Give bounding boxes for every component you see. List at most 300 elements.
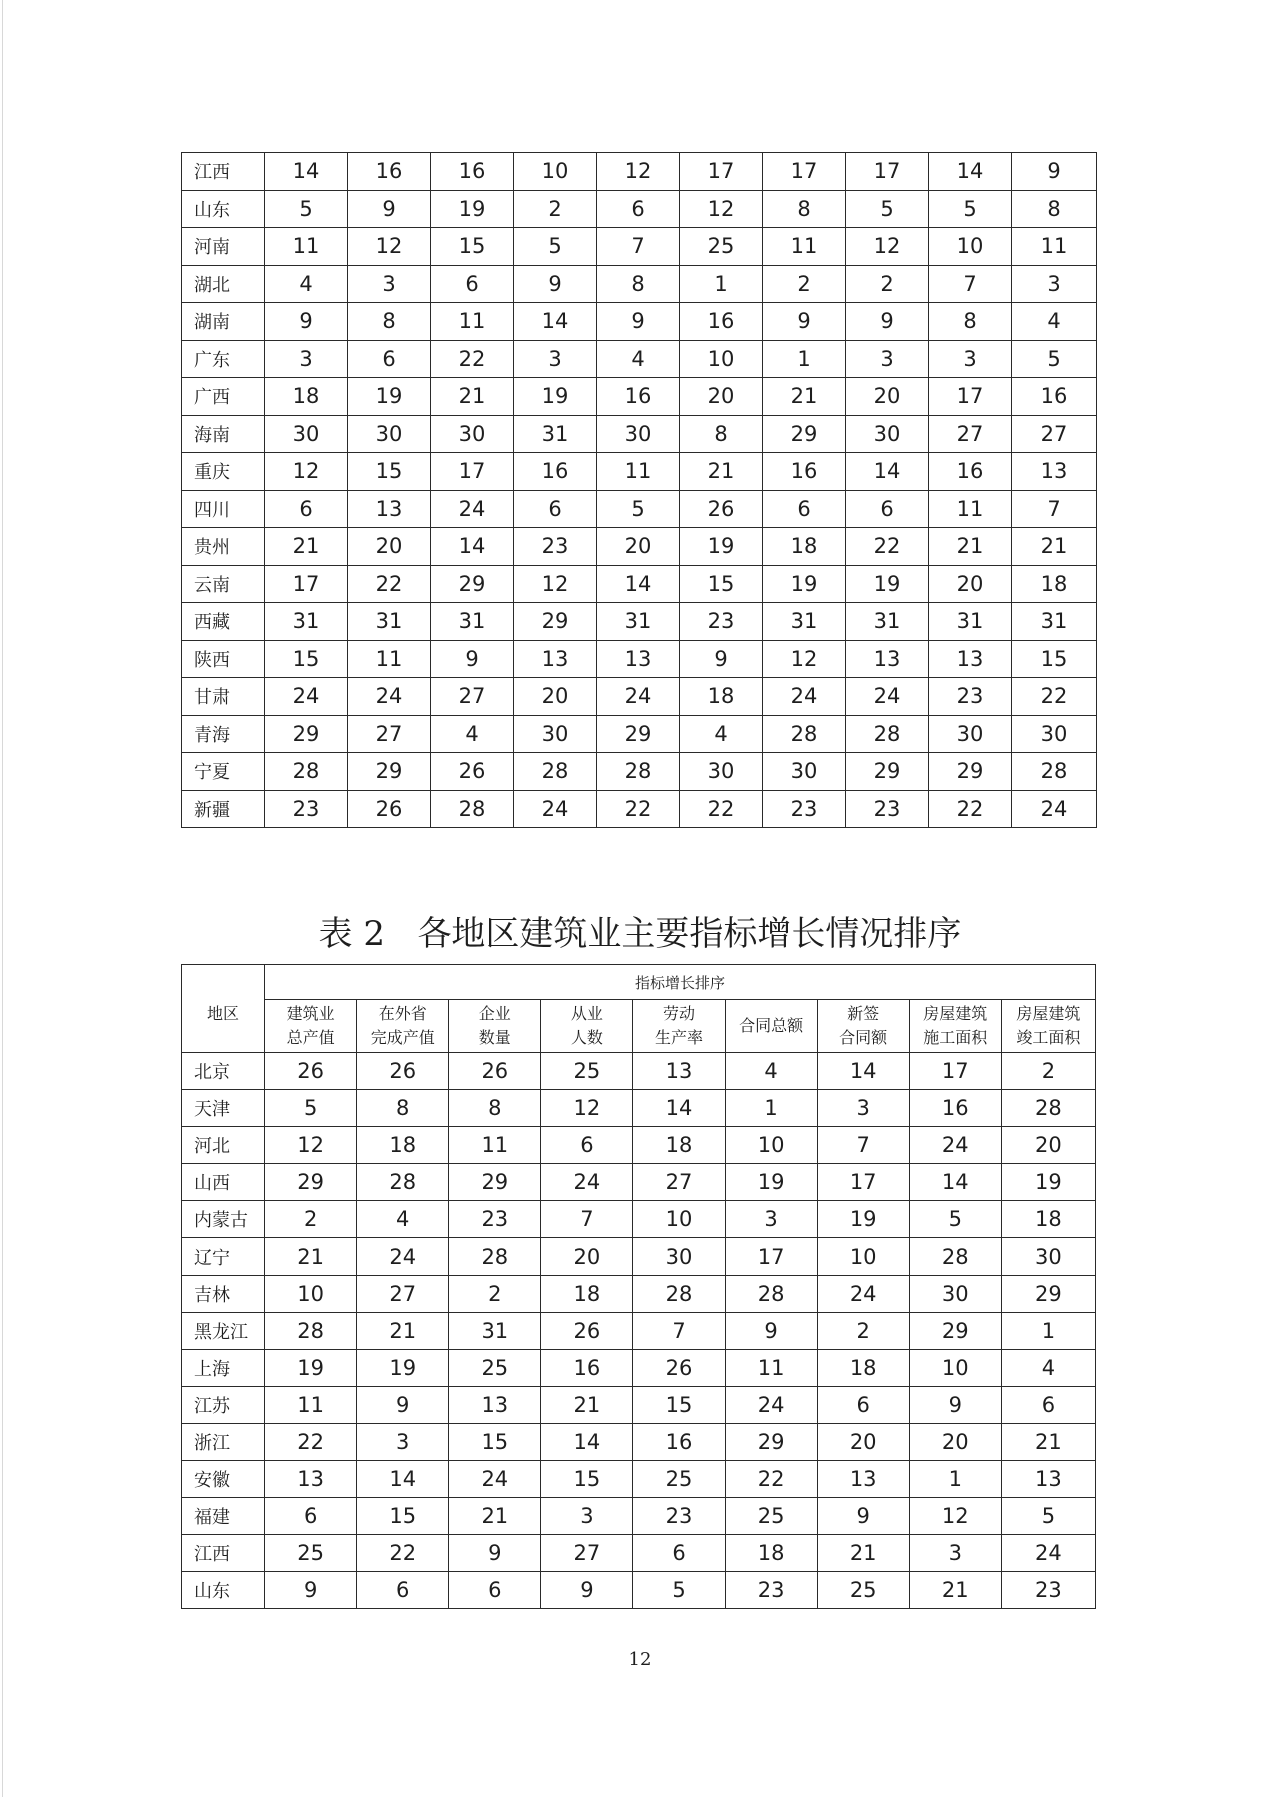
rank-cell: 31 [929, 603, 1012, 641]
rank-cell: 23 [633, 1498, 725, 1535]
rank-cell: 8 [929, 303, 1012, 341]
rank-cell: 10 [817, 1238, 909, 1275]
rank-cell: 22 [846, 528, 929, 566]
rank-cell: 24 [597, 678, 680, 716]
rank-cell: 16 [597, 378, 680, 416]
rank-cell: 21 [929, 528, 1012, 566]
rank-cell: 4 [725, 1053, 817, 1090]
rank-cell: 24 [763, 678, 846, 716]
rank-cell: 17 [846, 153, 929, 191]
rank-cell: 30 [929, 715, 1012, 753]
rank-cell: 23 [680, 603, 763, 641]
rank-cell: 28 [725, 1275, 817, 1312]
rank-cell: 6 [597, 190, 680, 228]
rank-cell: 14 [846, 453, 929, 491]
rank-cell: 8 [763, 190, 846, 228]
indicator-column-header-line: 企业 [478, 1004, 511, 1023]
indicator-column-header-line: 劳动 [662, 1004, 695, 1023]
rank-cell: 12 [514, 565, 597, 603]
region-cell: 湖南 [182, 303, 265, 341]
rank-cell: 9 [1012, 153, 1097, 191]
rank-cell: 21 [817, 1535, 909, 1572]
rank-cell: 1 [680, 265, 763, 303]
rank-cell: 17 [909, 1053, 1001, 1090]
rank-cell: 8 [680, 415, 763, 453]
rank-cell: 12 [265, 1127, 357, 1164]
rank-cell: 14 [633, 1090, 725, 1127]
region-cell: 上海 [182, 1349, 265, 1386]
rank-cell: 4 [680, 715, 763, 753]
rank-cell: 14 [514, 303, 597, 341]
indicator-column-header [265, 1000, 357, 1053]
rank-cell: 24 [817, 1275, 909, 1312]
rank-cell: 16 [514, 453, 597, 491]
rank-cell: 29 [909, 1312, 1001, 1349]
rank-cell: 28 [597, 753, 680, 791]
rank-cell: 21 [449, 1498, 541, 1535]
rank-cell: 24 [514, 790, 597, 828]
region-cell: 吉林 [182, 1275, 265, 1312]
rank-cell: 3 [725, 1201, 817, 1238]
rank-cell: 5 [265, 1090, 357, 1127]
rank-cell: 28 [265, 753, 348, 791]
rank-cell: 4 [1001, 1349, 1095, 1386]
rank-cell: 8 [1012, 190, 1097, 228]
rank-cell: 22 [680, 790, 763, 828]
region-cell: 广东 [182, 340, 265, 378]
rank-cell: 29 [348, 753, 431, 791]
indicator-column-header-line: 从业 [570, 1004, 603, 1023]
rank-cell: 6 [846, 490, 929, 528]
rank-cell: 23 [265, 790, 348, 828]
rank-cell: 30 [597, 415, 680, 453]
indicator-column-header-line: 新签 [847, 1004, 880, 1023]
rank-cell: 23 [763, 790, 846, 828]
rank-cell: 16 [763, 453, 846, 491]
rank-cell: 19 [265, 1349, 357, 1386]
rank-cell: 1 [909, 1461, 1001, 1498]
rank-cell: 29 [725, 1423, 817, 1460]
rank-cell: 18 [817, 1349, 909, 1386]
rank-cell: 16 [929, 453, 1012, 491]
rank-cell: 11 [725, 1349, 817, 1386]
table-row [182, 678, 1097, 716]
rank-cell: 2 [265, 1201, 357, 1238]
table-row [182, 153, 1097, 191]
rank-cell: 4 [597, 340, 680, 378]
rank-cell: 13 [817, 1461, 909, 1498]
indicator-column-header-line: 人数 [570, 1028, 603, 1047]
indicator-column-header-line: 总产值 [286, 1028, 335, 1047]
rank-cell: 28 [846, 715, 929, 753]
region-cell: 江苏 [182, 1386, 265, 1423]
table-row [182, 640, 1097, 678]
rank-cell: 25 [449, 1349, 541, 1386]
rank-cell: 12 [541, 1090, 633, 1127]
rank-cell: 10 [633, 1201, 725, 1238]
indicator-column-header-line: 合同额 [839, 1028, 888, 1047]
rank-cell: 14 [431, 528, 514, 566]
indicator-column-header-line: 施工面积 [923, 1028, 988, 1047]
indicator-column-header-line: 在外省 [378, 1004, 427, 1023]
rank-cell: 29 [929, 753, 1012, 791]
rank-cell: 24 [1001, 1535, 1095, 1572]
region-cell: 安徽 [182, 1461, 265, 1498]
rank-cell: 23 [449, 1201, 541, 1238]
region-cell: 西藏 [182, 603, 265, 641]
rank-cell: 13 [1001, 1461, 1095, 1498]
rank-cell: 6 [449, 1572, 541, 1609]
rank-cell: 24 [541, 1164, 633, 1201]
rank-cell: 17 [817, 1164, 909, 1201]
table-row [182, 453, 1097, 491]
rank-cell: 31 [431, 603, 514, 641]
table-row [182, 753, 1097, 791]
rank-cell: 3 [817, 1090, 909, 1127]
rank-cell: 24 [725, 1386, 817, 1423]
rank-cell: 5 [265, 190, 348, 228]
rank-cell: 9 [909, 1386, 1001, 1423]
rank-cell: 3 [846, 340, 929, 378]
rank-cell: 29 [431, 565, 514, 603]
rank-cell: 6 [348, 340, 431, 378]
rank-cell: 11 [1012, 228, 1097, 266]
rank-cell: 12 [680, 190, 763, 228]
table-row [182, 1572, 1096, 1609]
region-cell: 天津 [182, 1090, 265, 1127]
rank-cell: 21 [1001, 1423, 1095, 1460]
rank-cell: 18 [680, 678, 763, 716]
region-cell: 青海 [182, 715, 265, 753]
rank-cell: 4 [431, 715, 514, 753]
rank-cell: 9 [348, 190, 431, 228]
table-row [182, 1312, 1096, 1349]
rank-cell: 29 [265, 715, 348, 753]
rank-cell: 12 [348, 228, 431, 266]
indicator-column-header [449, 1000, 541, 1053]
rank-cell: 11 [597, 453, 680, 491]
rank-cell: 6 [763, 490, 846, 528]
rank-cell: 5 [597, 490, 680, 528]
rank-cell: 11 [265, 228, 348, 266]
rank-cell: 1 [1001, 1312, 1095, 1349]
rank-cell: 11 [449, 1127, 541, 1164]
rank-cell: 23 [846, 790, 929, 828]
rank-cell: 12 [909, 1498, 1001, 1535]
rank-cell: 27 [348, 715, 431, 753]
table-row [182, 1238, 1096, 1275]
rank-cell: 15 [680, 565, 763, 603]
rank-cell: 30 [1001, 1238, 1095, 1275]
indicator-column-header-line: 完成产值 [370, 1028, 435, 1047]
rank-cell: 8 [357, 1090, 449, 1127]
rank-cell: 31 [763, 603, 846, 641]
rank-cell: 21 [431, 378, 514, 416]
rank-cell: 15 [357, 1498, 449, 1535]
rank-cell: 12 [763, 640, 846, 678]
page-left-edge [2, 0, 3, 1797]
rank-cell: 28 [1001, 1090, 1095, 1127]
rank-cell: 5 [1001, 1498, 1095, 1535]
rank-cell: 23 [514, 528, 597, 566]
region-cell: 贵州 [182, 528, 265, 566]
rank-cell: 22 [597, 790, 680, 828]
rank-cell: 27 [357, 1275, 449, 1312]
rank-cell: 18 [357, 1127, 449, 1164]
rank-cell: 19 [1001, 1164, 1095, 1201]
rank-cell: 24 [357, 1238, 449, 1275]
rank-cell: 19 [846, 565, 929, 603]
rank-cell: 15 [348, 453, 431, 491]
table-row [182, 490, 1097, 528]
rank-cell: 15 [1012, 640, 1097, 678]
rank-cell: 27 [1012, 415, 1097, 453]
table-row [182, 265, 1097, 303]
rank-cell: 29 [846, 753, 929, 791]
rank-cell: 24 [265, 678, 348, 716]
indicator-column-header [541, 1000, 633, 1053]
ranking-table-continued [181, 152, 1097, 828]
rank-cell: 24 [1012, 790, 1097, 828]
rank-cell: 13 [633, 1053, 725, 1090]
rank-cell: 28 [633, 1275, 725, 1312]
rank-cell: 10 [909, 1349, 1001, 1386]
table-row [182, 1535, 1096, 1572]
rank-cell: 31 [514, 415, 597, 453]
rank-cell: 10 [265, 1275, 357, 1312]
rank-cell: 3 [1012, 265, 1097, 303]
rank-cell: 31 [265, 603, 348, 641]
rank-cell: 9 [817, 1498, 909, 1535]
rank-cell: 4 [1012, 303, 1097, 341]
rank-cell: 6 [265, 490, 348, 528]
rank-cell: 30 [846, 415, 929, 453]
rank-cell: 19 [514, 378, 597, 416]
rank-cell: 6 [1001, 1386, 1095, 1423]
rank-cell: 18 [1001, 1201, 1095, 1238]
indicator-column-header-line: 竣工面积 [1016, 1028, 1081, 1047]
table-row [182, 790, 1097, 828]
rank-cell: 7 [541, 1201, 633, 1238]
rank-cell: 2 [514, 190, 597, 228]
rank-cell: 21 [763, 378, 846, 416]
rank-cell: 20 [514, 678, 597, 716]
rank-cell: 5 [929, 190, 1012, 228]
rank-cell: 23 [929, 678, 1012, 716]
rank-cell: 20 [909, 1423, 1001, 1460]
rank-cell: 9 [514, 265, 597, 303]
rank-cell: 16 [431, 153, 514, 191]
rank-cell: 3 [265, 340, 348, 378]
rank-cell: 12 [846, 228, 929, 266]
rank-cell: 19 [357, 1349, 449, 1386]
region-column-header: 地区 [182, 965, 265, 1053]
rank-cell: 14 [541, 1423, 633, 1460]
indicator-column-header [633, 1000, 725, 1053]
rank-cell: 27 [541, 1535, 633, 1572]
rank-cell: 22 [348, 565, 431, 603]
rank-cell: 9 [846, 303, 929, 341]
region-cell: 内蒙古 [182, 1201, 265, 1238]
region-cell: 黑龙江 [182, 1312, 265, 1349]
page-number: 12 [628, 1649, 652, 1670]
rank-cell: 22 [431, 340, 514, 378]
rank-cell: 27 [431, 678, 514, 716]
rank-cell: 14 [929, 153, 1012, 191]
rank-cell: 13 [514, 640, 597, 678]
rank-cell: 21 [1012, 528, 1097, 566]
table-row [182, 303, 1097, 341]
rank-cell: 24 [449, 1461, 541, 1498]
region-cell: 福建 [182, 1498, 265, 1535]
rank-cell: 29 [514, 603, 597, 641]
rank-cell: 26 [348, 790, 431, 828]
indicator-column-header-line: 建筑业 [286, 1004, 335, 1023]
rank-cell: 13 [265, 1461, 357, 1498]
rank-cell: 14 [265, 153, 348, 191]
rank-cell: 3 [348, 265, 431, 303]
region-cell: 湖北 [182, 265, 265, 303]
table-row [182, 1053, 1096, 1090]
region-cell: 山西 [182, 1164, 265, 1201]
rank-cell: 30 [431, 415, 514, 453]
rank-cell: 20 [680, 378, 763, 416]
rank-cell: 16 [909, 1090, 1001, 1127]
growth-ranking-table [181, 964, 1096, 1609]
region-cell: 浙江 [182, 1423, 265, 1460]
rank-cell: 23 [1001, 1572, 1095, 1609]
rank-cell: 17 [929, 378, 1012, 416]
rank-cell: 14 [597, 565, 680, 603]
region-cell: 河北 [182, 1127, 265, 1164]
rank-cell: 19 [680, 528, 763, 566]
table-row [182, 565, 1097, 603]
rank-cell: 24 [909, 1127, 1001, 1164]
rank-cell: 15 [633, 1386, 725, 1423]
rank-cell: 19 [817, 1201, 909, 1238]
region-cell: 陕西 [182, 640, 265, 678]
rank-cell: 29 [1001, 1275, 1095, 1312]
rank-cell: 16 [1012, 378, 1097, 416]
rank-cell: 20 [1001, 1127, 1095, 1164]
rank-cell: 19 [348, 378, 431, 416]
table-caption [0, 906, 1280, 955]
header-column-row [182, 1000, 1096, 1053]
indicator-column-header [1001, 1000, 1095, 1053]
region-cell: 山东 [182, 190, 265, 228]
rank-cell: 17 [763, 153, 846, 191]
rank-cell: 28 [265, 1312, 357, 1349]
rank-cell: 26 [265, 1053, 357, 1090]
rank-cell: 25 [633, 1461, 725, 1498]
rank-cell: 8 [449, 1090, 541, 1127]
region-cell: 宁夏 [182, 753, 265, 791]
table-row [182, 715, 1097, 753]
rank-cell: 22 [929, 790, 1012, 828]
rank-cell: 20 [817, 1423, 909, 1460]
rank-cell: 5 [846, 190, 929, 228]
table-row [182, 228, 1097, 266]
rank-cell: 14 [909, 1164, 1001, 1201]
rank-cell: 7 [929, 265, 1012, 303]
region-cell: 江西 [182, 153, 265, 191]
rank-cell: 27 [929, 415, 1012, 453]
table-row [182, 1349, 1096, 1386]
rank-cell: 5 [514, 228, 597, 266]
rank-cell: 21 [357, 1312, 449, 1349]
region-cell: 新疆 [182, 790, 265, 828]
rank-cell: 9 [541, 1572, 633, 1609]
rank-cell: 28 [909, 1238, 1001, 1275]
rank-cell: 6 [514, 490, 597, 528]
rank-cell: 9 [597, 303, 680, 341]
region-cell: 江西 [182, 1535, 265, 1572]
rank-cell: 10 [680, 340, 763, 378]
rank-cell: 6 [357, 1572, 449, 1609]
region-cell: 海南 [182, 415, 265, 453]
rank-cell: 21 [909, 1572, 1001, 1609]
table-caption-label: 表 2 [318, 914, 385, 954]
rank-cell: 1 [725, 1090, 817, 1127]
rank-cell: 17 [431, 453, 514, 491]
table-row [182, 415, 1097, 453]
rank-cell: 18 [725, 1535, 817, 1572]
rank-cell: 6 [541, 1127, 633, 1164]
rank-cell: 6 [633, 1535, 725, 1572]
rank-cell: 17 [725, 1238, 817, 1275]
rank-cell: 26 [449, 1053, 541, 1090]
rank-cell: 9 [449, 1535, 541, 1572]
rank-cell: 7 [633, 1312, 725, 1349]
rank-cell: 6 [431, 265, 514, 303]
rank-cell: 26 [357, 1053, 449, 1090]
rank-cell: 9 [680, 640, 763, 678]
rank-cell: 28 [1012, 753, 1097, 791]
rank-cell: 18 [541, 1275, 633, 1312]
rank-cell: 13 [846, 640, 929, 678]
indicator-column-header-line: 生产率 [654, 1028, 703, 1047]
rank-cell: 24 [846, 678, 929, 716]
table-caption-title: 各地区建筑业主要指标增长情况排序 [417, 914, 962, 954]
region-cell: 辽宁 [182, 1238, 265, 1275]
rank-cell: 22 [265, 1423, 357, 1460]
region-cell: 山东 [182, 1572, 265, 1609]
rank-cell: 31 [597, 603, 680, 641]
rank-cell: 16 [348, 153, 431, 191]
rank-cell: 30 [265, 415, 348, 453]
rank-cell: 18 [1012, 565, 1097, 603]
rank-cell: 15 [431, 228, 514, 266]
indicator-column-header [357, 1000, 449, 1053]
rank-cell: 31 [846, 603, 929, 641]
rank-cell: 30 [348, 415, 431, 453]
rank-cell: 7 [817, 1127, 909, 1164]
rank-cell: 3 [541, 1498, 633, 1535]
rank-cell: 5 [1012, 340, 1097, 378]
rank-cell: 4 [357, 1201, 449, 1238]
table-row [182, 1386, 1096, 1423]
rank-cell: 29 [449, 1164, 541, 1201]
rank-cell: 25 [680, 228, 763, 266]
table-row [182, 190, 1097, 228]
rank-cell: 13 [597, 640, 680, 678]
rank-cell: 27 [633, 1164, 725, 1201]
rank-cell: 3 [514, 340, 597, 378]
rank-cell: 26 [431, 753, 514, 791]
rank-cell: 13 [348, 490, 431, 528]
indicator-column-header-line: 数量 [478, 1028, 511, 1047]
rank-cell: 9 [763, 303, 846, 341]
